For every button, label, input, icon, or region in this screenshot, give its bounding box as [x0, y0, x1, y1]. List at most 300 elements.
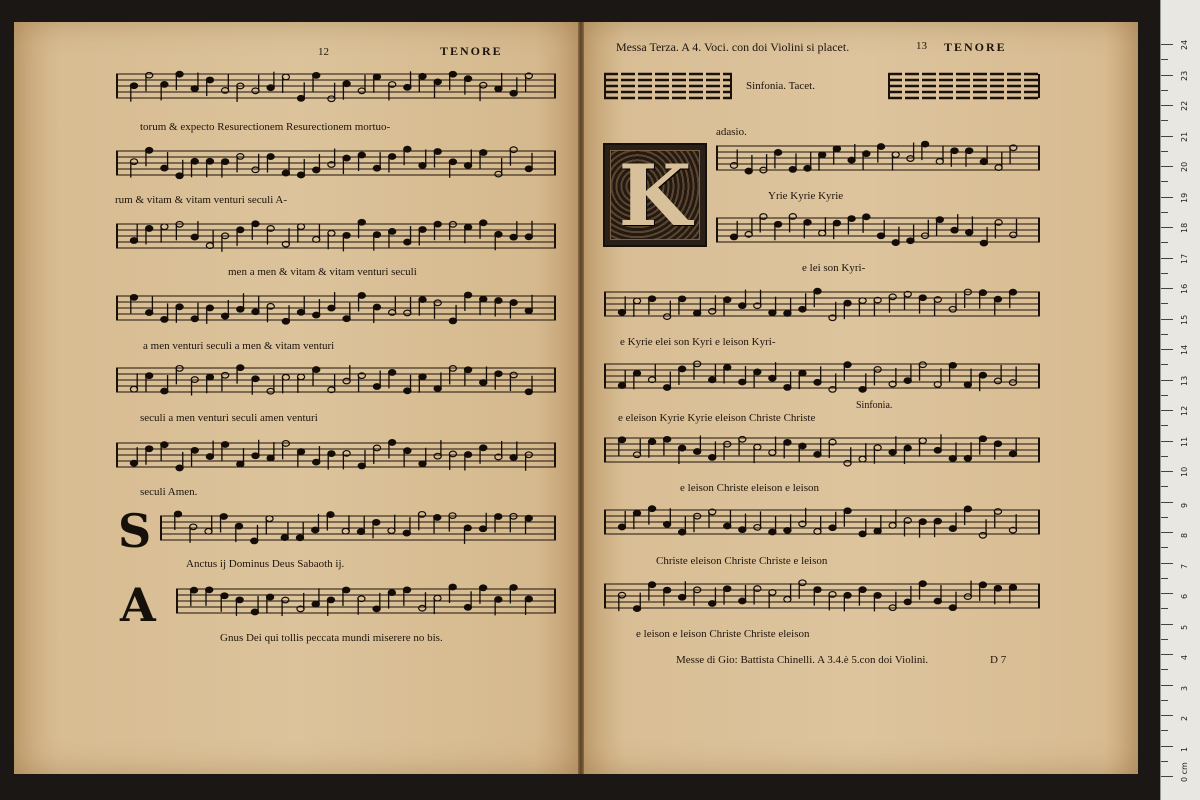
note-head [282, 318, 289, 324]
note-head [495, 597, 502, 603]
note-head [775, 150, 782, 156]
note-head [373, 520, 380, 526]
note-head [979, 436, 986, 442]
right-staff-3 [604, 286, 1040, 326]
note-head [844, 460, 851, 466]
note-head [237, 365, 244, 371]
note-head [618, 437, 625, 443]
ruler-tick [1161, 532, 1173, 533]
note-head [784, 528, 791, 534]
note-head [191, 448, 198, 454]
note-head [358, 88, 365, 94]
ruler-number: 0 cm [1180, 762, 1189, 782]
note-head [327, 512, 334, 518]
note-head [784, 385, 791, 391]
note-head [449, 318, 456, 324]
note-head [949, 456, 956, 462]
note-head [297, 95, 304, 101]
ruler-number: 10 [1180, 466, 1189, 477]
note-head [343, 233, 350, 239]
note-head [859, 298, 866, 304]
left-lyric-5: seculi a men venturi seculi amen venturi [140, 412, 318, 424]
note-head [904, 445, 911, 451]
ruler-tick [1161, 654, 1173, 655]
note-head [206, 587, 213, 593]
note-head [495, 171, 502, 177]
note-head [889, 523, 896, 529]
decorated-initial [603, 143, 707, 247]
note-head [206, 454, 213, 460]
note-head [833, 146, 840, 152]
ruler-tick [1161, 715, 1173, 716]
note-head [237, 461, 244, 467]
note-head [709, 455, 716, 461]
ruler-number: 19 [1180, 192, 1189, 203]
note-head [936, 159, 943, 165]
note-head [434, 79, 441, 85]
note-head [282, 74, 289, 80]
right-header: Messa Terza. A 4. Voci. con doi Violini si placet. [616, 40, 850, 54]
note-head [404, 448, 411, 454]
note-head [739, 379, 746, 385]
ruler-tick [1161, 761, 1168, 762]
note-head [252, 167, 259, 173]
ruler-tick [1161, 486, 1168, 487]
note-head [237, 306, 244, 312]
note-head [724, 586, 731, 592]
left-staff-4 [116, 290, 556, 330]
ruler-tick [1161, 59, 1168, 60]
note-head [664, 521, 671, 527]
left-running-head: TENORE [440, 44, 503, 58]
ruler-tick [1161, 730, 1168, 731]
note-head [814, 587, 821, 593]
note-head [464, 163, 471, 169]
note-head [342, 528, 349, 534]
note-head [389, 440, 396, 446]
right-lyric-5: e leison Christe eleison e leison [680, 482, 819, 494]
note-head [784, 597, 791, 603]
note-head [222, 159, 229, 165]
note-head [266, 594, 273, 600]
note-head [312, 601, 319, 607]
note-head [694, 449, 701, 455]
note-head [161, 317, 168, 323]
ruler-number: 2 [1180, 715, 1189, 721]
note-head [633, 510, 640, 516]
note-head [222, 372, 229, 378]
ruler-number: 18 [1180, 222, 1189, 233]
note-head [130, 238, 137, 244]
drop-cap-a: A [120, 578, 156, 632]
note-head [919, 519, 926, 525]
note-head [859, 387, 866, 393]
note-head [220, 514, 227, 520]
note-head [724, 297, 731, 303]
note-head [206, 77, 213, 83]
note-head [618, 524, 625, 530]
note-head [373, 165, 380, 171]
note-head [789, 167, 796, 173]
note-head [799, 370, 806, 376]
ruler-tick [1161, 776, 1173, 777]
note-head [464, 604, 471, 610]
note-head [904, 378, 911, 384]
right-staff-1 [716, 140, 1040, 180]
note-head [388, 528, 395, 534]
note-head [464, 76, 471, 82]
note-head [966, 148, 973, 154]
note-head [949, 605, 956, 611]
note-head [739, 303, 746, 309]
signature-mark: D 7 [990, 654, 1007, 666]
note-head [434, 221, 441, 227]
note-head [848, 157, 855, 163]
note-head [844, 508, 851, 514]
note-head [282, 597, 289, 603]
ruler-number: 5 [1180, 624, 1189, 630]
ruler-number: 14 [1180, 344, 1189, 355]
note-head [859, 587, 866, 593]
left-staff-3 [116, 218, 556, 258]
sinfonia-label: Sinfonia. [856, 400, 893, 411]
left-staff-2 [116, 145, 556, 185]
ruler-number: 7 [1180, 563, 1189, 569]
ruler-tick [1161, 227, 1173, 228]
note-head [449, 451, 456, 457]
note-head [480, 296, 487, 302]
note-head [510, 300, 517, 306]
note-head [282, 375, 289, 381]
note-head [205, 529, 212, 535]
note-head [373, 304, 380, 310]
left-lyric-7: Anctus ij Dominus Deus Sabaoth ij. [186, 558, 345, 570]
note-head [297, 172, 304, 178]
note-head [709, 308, 716, 314]
note-head [980, 240, 987, 246]
ruler-number: 23 [1180, 70, 1189, 81]
note-head [373, 74, 380, 80]
ruler-tick [1161, 380, 1173, 381]
note-head [739, 598, 746, 604]
ruler-tick [1161, 90, 1168, 91]
note-head [679, 445, 686, 451]
note-head [130, 159, 137, 165]
note-head [404, 388, 411, 394]
note-head [373, 445, 380, 451]
note-head [679, 366, 686, 372]
note-head [844, 362, 851, 368]
note-head [358, 219, 365, 225]
note-head [934, 447, 941, 453]
note-head [922, 141, 929, 147]
note-head [980, 159, 987, 165]
ruler-number: 20 [1180, 161, 1189, 172]
note-head [449, 584, 456, 590]
note-head [804, 165, 811, 171]
note-head [267, 154, 274, 160]
note-head [874, 367, 881, 373]
ruler-tick [1161, 349, 1173, 350]
note-head [297, 224, 304, 230]
footer-imprint: Messe di Gio: Battista Chinelli. A 3.4.è 5.con doi Violini. [676, 654, 929, 666]
note-head [844, 300, 851, 306]
note-head [495, 514, 502, 520]
note-head [191, 234, 198, 240]
note-head [799, 443, 806, 449]
note-head [464, 525, 471, 531]
note-head [161, 224, 168, 230]
note-head [176, 304, 183, 310]
note-head [419, 227, 426, 233]
note-head [525, 515, 532, 521]
ruler-tick [1161, 44, 1173, 45]
note-head [161, 442, 168, 448]
ruler-tick [1161, 517, 1168, 518]
note-head [221, 593, 228, 599]
note-head [404, 310, 411, 316]
note-head [510, 455, 517, 461]
note-head [297, 309, 304, 315]
note-head [863, 151, 870, 157]
note-head [877, 144, 884, 150]
note-head [495, 232, 502, 238]
note-head [434, 300, 441, 306]
note-head [679, 594, 686, 600]
ruler-tick [1161, 425, 1168, 426]
note-head [176, 465, 183, 471]
ruler-tick [1161, 273, 1168, 274]
note-head [618, 310, 625, 316]
ruler-tick [1161, 288, 1173, 289]
note-head [130, 460, 137, 466]
note-head [267, 455, 274, 461]
note-head [464, 452, 471, 458]
note-head [419, 374, 426, 380]
note-head [146, 446, 153, 452]
right-staff-4 [604, 358, 1040, 398]
note-head [343, 316, 350, 322]
note-head [648, 296, 655, 302]
right-lyric-2: e lei son Kyri- [802, 262, 866, 274]
note-head [664, 385, 671, 391]
left-staff-6 [116, 437, 556, 477]
note-head [730, 234, 737, 240]
note-head [191, 86, 198, 92]
note-head [434, 453, 441, 459]
note-head [709, 377, 716, 383]
note-head [633, 371, 640, 377]
note-head [804, 220, 811, 226]
ruler-tick [1161, 395, 1168, 396]
note-head [510, 585, 517, 591]
note-head [1009, 451, 1016, 457]
right-folio: 13 [916, 40, 927, 52]
note-head [907, 238, 914, 244]
note-head [130, 83, 137, 89]
note-head [403, 530, 410, 536]
note-head [814, 452, 821, 458]
note-head [389, 229, 396, 235]
note-head [510, 90, 517, 96]
right-staff-2 [716, 212, 1040, 252]
note-head [389, 154, 396, 160]
note-head [784, 440, 791, 446]
ruler-tick [1161, 197, 1173, 198]
note-head [525, 166, 532, 172]
note-head [769, 450, 776, 456]
note-head [373, 384, 380, 390]
note-head [495, 86, 502, 92]
note-head [979, 582, 986, 588]
ruler-number: 9 [1180, 502, 1189, 508]
note-head [358, 463, 365, 469]
note-head [434, 515, 441, 521]
note-head [130, 295, 137, 301]
note-head [859, 456, 866, 462]
note-head [769, 375, 776, 381]
note-head [480, 82, 487, 88]
note-head [237, 227, 244, 233]
note-head [1009, 585, 1016, 591]
ruler-tick [1161, 685, 1173, 686]
note-head [480, 220, 487, 226]
note-head [251, 538, 258, 544]
note-head [979, 372, 986, 378]
ruler-number: 11 [1180, 436, 1189, 447]
note-head [863, 214, 870, 220]
note-head [994, 441, 1001, 447]
note-head [819, 152, 826, 158]
note-head [754, 525, 761, 531]
note-head [176, 173, 183, 179]
note-head [328, 451, 335, 457]
note-head [874, 593, 881, 599]
right-lyric-4: e eleison Kyrie Kyrie eleison Christe Christe [618, 412, 816, 424]
ruler-tick [1161, 746, 1173, 747]
left-staff-5 [116, 362, 556, 402]
note-head [979, 290, 986, 296]
note-head [252, 221, 259, 227]
ruler-tick [1161, 212, 1168, 213]
note-head [449, 71, 456, 77]
note-head [357, 529, 364, 535]
note-head [754, 369, 761, 375]
note-head [694, 310, 701, 316]
note-head [919, 295, 926, 301]
note-head [480, 445, 487, 451]
note-head [964, 506, 971, 512]
ruler-tick [1161, 410, 1173, 411]
left-staff-7 [160, 510, 556, 550]
note-head [799, 580, 806, 586]
note-head [146, 148, 153, 154]
note-head [480, 585, 487, 591]
note-head [327, 597, 334, 603]
ruler-number: 24 [1180, 39, 1189, 50]
note-head [419, 461, 426, 467]
note-head [964, 455, 971, 461]
note-head [464, 292, 471, 298]
note-head [267, 388, 274, 394]
tacet-staff-left [604, 68, 732, 108]
ruler-tick [1161, 563, 1173, 564]
note-head [403, 587, 410, 593]
ruler-number: 22 [1180, 100, 1189, 111]
ruler-tick [1161, 364, 1168, 365]
note-head [877, 233, 884, 239]
left-staff-8 [176, 583, 556, 623]
note-head [296, 535, 303, 541]
left-lyric-1: torum & expecto Resurectionem Resurectionem mortuo- [140, 121, 391, 133]
ruler-tick [1161, 120, 1168, 121]
note-head [161, 388, 168, 394]
note-head [373, 606, 380, 612]
ruler-tick [1161, 456, 1168, 457]
ruler-number: 6 [1180, 593, 1189, 599]
note-head [267, 85, 274, 91]
ruler-tick [1161, 578, 1168, 579]
note-head [1009, 289, 1016, 295]
note-head [206, 305, 213, 311]
note-head [844, 593, 851, 599]
note-head [633, 298, 640, 304]
note-head [251, 609, 258, 615]
note-head [784, 311, 791, 317]
note-head [934, 518, 941, 524]
note-head [419, 605, 426, 611]
note-head [358, 152, 365, 158]
note-head [419, 297, 426, 303]
ruler-tick [1161, 639, 1168, 640]
note-head [1010, 232, 1017, 238]
note-head [343, 587, 350, 593]
note-head [495, 371, 502, 377]
ruler-number: 4 [1180, 654, 1189, 660]
ruler-number: 17 [1180, 253, 1189, 264]
note-head [819, 230, 826, 236]
note-head [964, 594, 971, 600]
right-staff-6 [604, 504, 1040, 544]
note-head [222, 442, 229, 448]
note-head [829, 525, 836, 531]
note-head [297, 449, 304, 455]
note-head [313, 459, 320, 465]
note-head [404, 239, 411, 245]
left-folio: 12 [318, 46, 329, 58]
note-head [775, 221, 782, 227]
note-head [964, 382, 971, 388]
note-head [449, 159, 456, 165]
note-head [222, 313, 229, 319]
note-head [892, 240, 899, 246]
note-head [235, 523, 242, 529]
note-head [833, 220, 840, 226]
note-head [618, 383, 625, 389]
note-head [373, 232, 380, 238]
note-head [252, 376, 259, 382]
book-gutter [578, 22, 584, 774]
note-head [312, 527, 319, 533]
note-head [936, 217, 943, 223]
note-head [979, 532, 986, 538]
note-head [419, 163, 426, 169]
note-head [146, 310, 153, 316]
note-head [281, 535, 288, 541]
note-head [282, 170, 289, 176]
note-head [525, 389, 532, 395]
note-head [206, 374, 213, 380]
